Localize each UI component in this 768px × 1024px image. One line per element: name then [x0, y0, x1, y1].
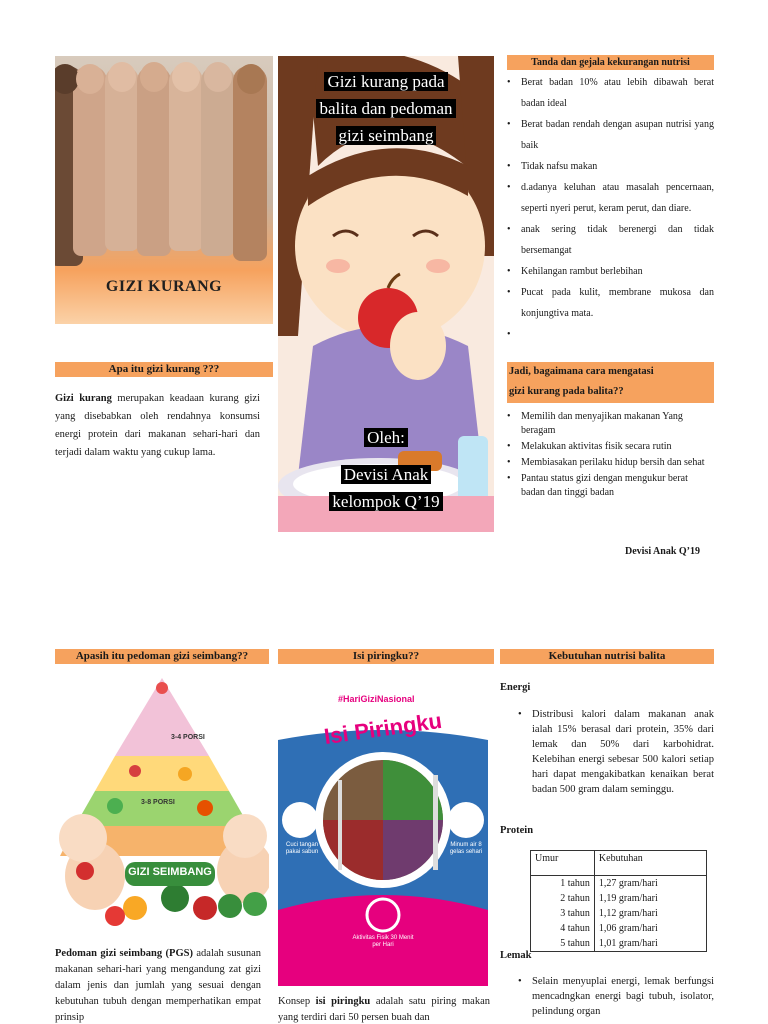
- child-figure: [233, 66, 267, 261]
- energi-list: [518, 707, 714, 797]
- child-head: [204, 62, 232, 92]
- cara-list: [507, 410, 714, 500]
- child-figure: [169, 66, 203, 251]
- table-cell: 3 tahun: [531, 906, 595, 921]
- table-cell: 1,06 gram/hari: [594, 921, 706, 936]
- gizi-seimbang-banner: GIZI SEIMBANG: [128, 866, 212, 878]
- gizi-seimbang-pyramid-image: [55, 676, 269, 930]
- table-header-row: [531, 851, 707, 876]
- list-item: • Berat badan rendah dengan asupan nutrisi yang baik: [507, 114, 714, 156]
- table-row: [531, 876, 707, 892]
- drink-water-label: Minum air 8 gelas sehari: [449, 842, 483, 855]
- cara-heading-line: gizi kurang pada balita??: [509, 386, 624, 397]
- child-head: [76, 64, 104, 94]
- child-figure: [105, 66, 139, 251]
- list-item: • Membiasakan perilaku hidup bersih dan sehat: [507, 456, 714, 470]
- section-heading-cara: [507, 362, 714, 403]
- list-item: • Distribusi kalori dalam makanan anak ialah 15% berasal dari protein, 35% dari lemak dan 50% dari karbohidrat. Kelebihan energi sebesar 500 kalori setiap hari dapat mengakibatkan kenaikan berat badan 500 gram dalam seminggu.: [518, 707, 714, 797]
- child-figure: [73, 66, 107, 256]
- table-header: Kebutuhan: [594, 851, 706, 876]
- section-heading-kebutuhan: Kebutuhan nutrisi balita: [500, 649, 714, 664]
- table-cell: 1,12 gram/hari: [594, 906, 706, 921]
- lemak-label: Lemak: [500, 950, 532, 961]
- section-heading-tanda: Tanda dan gejala kekurangan nutrisi: [507, 55, 714, 70]
- list-item: • Selain menyuplai energi, lemak berfungsi mencadngkan energi bagi tubuh, isolator, pelindung organ: [518, 974, 714, 1019]
- table-cell: 1,01 gram/hari: [594, 936, 706, 952]
- list-item: • d.adanya keluhan atau masalah pencernaan, seperti nyeri perut, keram perut, dan diare.: [507, 177, 714, 219]
- cover-author: [278, 461, 494, 515]
- isi-piringku-poster: [278, 680, 488, 986]
- tanda-list: [507, 72, 714, 342]
- table-cell: 4 tahun: [531, 921, 595, 936]
- cover-title: [278, 68, 494, 149]
- cover-oleh: [278, 424, 494, 451]
- activity-label: Aktivitas Fisik 30 Menit per Hari: [352, 935, 414, 948]
- cover-title-line: gizi seimbang: [336, 126, 437, 145]
- hand-wash-label: Cuci tangan pakai sabun: [285, 842, 319, 855]
- table-cell: 5 tahun: [531, 936, 595, 952]
- signature: Devisi Anak Q’19: [624, 546, 700, 557]
- piringku-term: isi piringku: [315, 996, 371, 1007]
- table-row: [531, 891, 707, 906]
- cover-title-line: balita dan pedoman: [316, 99, 455, 118]
- table-header: Umur: [531, 851, 595, 876]
- protein-table: [530, 850, 707, 952]
- list-item: • Pantau status gizi dengan mengukur berat badan dan tinggi badan: [507, 472, 714, 500]
- cara-heading-line: Jadi, bagaimana cara mengatasi: [509, 366, 654, 377]
- list-item: • Pucat pada kulit, membrane mukosa dan konjungtiva mata.: [507, 282, 714, 324]
- author-line: kelompok Q’19: [329, 492, 442, 511]
- list-item: • Tidak nafsu makan: [507, 156, 714, 177]
- energi-label: Energi: [500, 682, 531, 693]
- oleh-text: Oleh:: [364, 428, 408, 447]
- apa-itu-term: Gizi kurang: [55, 393, 112, 404]
- photo-label: GIZI KURANG: [105, 278, 223, 295]
- section-heading-pgs: Apasih itu pedoman gizi seimbang??: [55, 649, 269, 664]
- list-item: • Kehilangan rambut berlebihan: [507, 261, 714, 282]
- author-line: Devisi Anak: [341, 465, 432, 484]
- isi-piringku-title: Isi Piringku: [322, 707, 444, 750]
- list-item: • Melakukan aktivitas fisik secara rutin: [507, 440, 714, 454]
- protein-label: Protein: [500, 825, 534, 836]
- list-item: • Berat badan 10% atau lebih dibawah berat badan ideal: [507, 72, 714, 114]
- pgs-text: adalah susunan makanan sehari-hari yang mengandung zat gizi dalam jenis dan jumlah yang sesuai dengan kebutuhan tubuh dengan memperhatikan empat prinsip: [55, 948, 262, 1023]
- table-cell: 1,19 gram/hari: [594, 891, 706, 906]
- apa-itu-paragraph: [55, 390, 260, 462]
- child-head: [237, 64, 265, 94]
- list-item: [507, 324, 714, 342]
- child-head: [172, 62, 200, 92]
- list-item: • anak sering tidak berenergi dan tidak bersemangat: [507, 219, 714, 261]
- porsi-label: 3-4 PORSI: [171, 734, 205, 741]
- child-figure: [137, 66, 171, 256]
- child-head: [108, 62, 136, 92]
- lemak-list: [518, 974, 714, 1019]
- cover-panel: [278, 56, 494, 532]
- table-row: [531, 936, 707, 952]
- malnourished-children-photo: [55, 56, 273, 324]
- table-cell: 1 tahun: [531, 876, 595, 892]
- table-cell: 2 tahun: [531, 891, 595, 906]
- child-figure: [201, 66, 235, 256]
- child-head: [140, 62, 168, 92]
- section-heading-apa-itu: Apa itu gizi kurang ???: [55, 362, 273, 377]
- list-item: • Memilih dan menyajikan makanan Yang beragam: [507, 410, 714, 438]
- section-heading-piringku: Isi piringku??: [278, 649, 494, 664]
- piringku-paragraph: [278, 994, 490, 1024]
- apa-itu-text: merupakan keadaan kurang gizi yang disebabkan oleh rendahnya konsumsi energi protein dari makanan sehari-hari dan terjadi dalam waktu yang cukup lama.: [55, 393, 260, 458]
- piringku-text-prefix: Konsep: [278, 996, 316, 1007]
- pgs-paragraph: [55, 946, 261, 1024]
- porsi-label: 3-8 PORSI: [141, 799, 175, 806]
- table-row: [531, 906, 707, 921]
- table-row: [531, 921, 707, 936]
- piringku-text-suffix: adalah satu piring makan yang terdiri dari 50 persen buah dan: [278, 996, 490, 1023]
- table-cell: 1,27 gram/hari: [594, 876, 706, 892]
- hashtag-label: #HariGiziNasional: [338, 694, 415, 704]
- pgs-term: Pedoman gizi seimbang (PGS): [55, 948, 193, 959]
- cover-title-line: Gizi kurang pada: [324, 72, 447, 91]
